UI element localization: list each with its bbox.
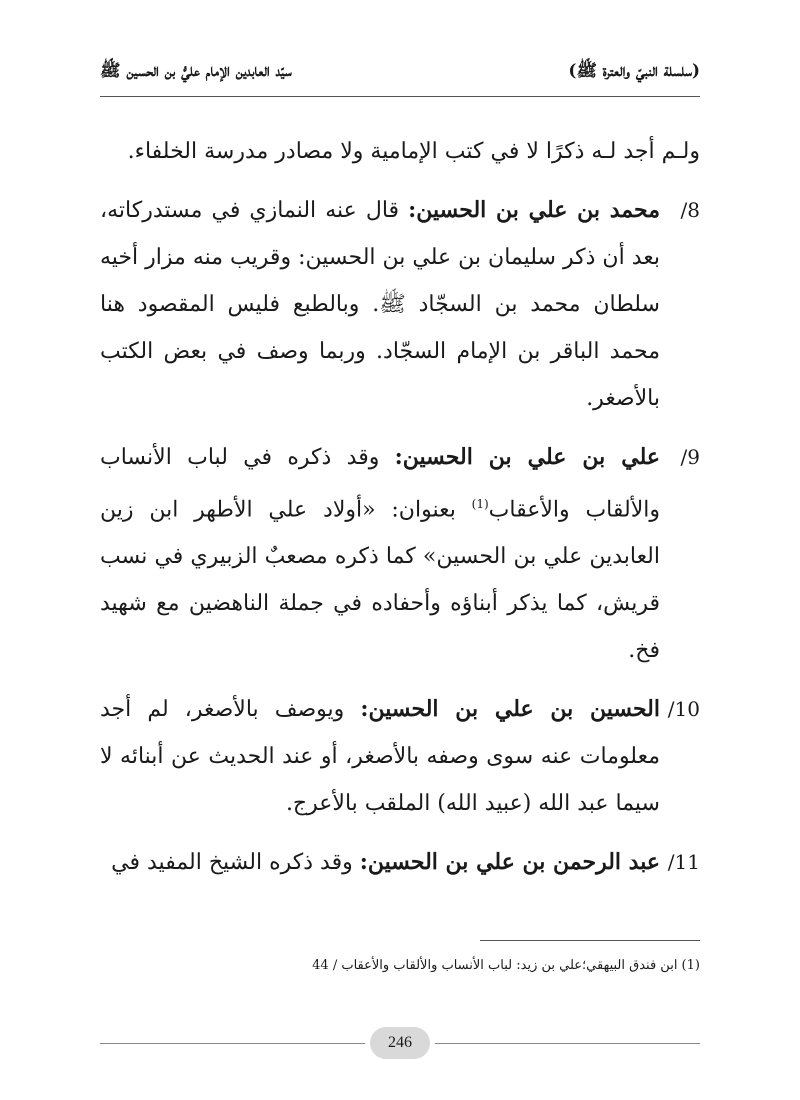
header-rule <box>100 96 700 97</box>
footer-rule-left <box>100 1043 365 1044</box>
item-number: 10/ <box>667 697 700 722</box>
footnote: (1) ابن فندق البيهقي؛علي بن زيد: لباب الأنساب والألقاب والأعقاب / 44 <box>312 958 700 973</box>
page-number: 246 <box>370 1027 430 1059</box>
item-number: 8/ <box>680 198 700 222</box>
item-name: الحسين بن علي بن الحسين: <box>360 696 660 723</box>
page-footer <box>100 1025 700 1055</box>
item-name: علي بن علي بن الحسين: <box>394 444 660 470</box>
running-header <box>100 58 700 98</box>
item-text: قال عنه النمازي في مستدركاته، بعد أن ذكر سليمان بن علي بن الحسين: وقريب منه مزار أخيه سلطان محمد بن السجّاد ﷺ. وبالطبع فليس المقصود هنا محمد الباقر بن الإمام السجّاد. وربما وصف في بعض الكتب بالأصغر. <box>100 198 660 411</box>
footnote-rule <box>480 940 700 941</box>
list-item-9 <box>100 434 700 674</box>
item-text: ويوصف بالأصغر، لم أجد معلومات عنه سوى وصفه بالأصغر، أو عند الحديث عن أبنائه لا سيما عبد الله (عبيد الله) الملقب بالأعرج. <box>100 697 660 817</box>
item-name: عبد الرحمن بن علي بن الحسين: <box>359 849 660 876</box>
item-text: وقد ذكره الشيخ المفيد في <box>111 850 360 876</box>
list-item-10 <box>100 686 700 827</box>
main-text <box>100 128 700 898</box>
footer-rule-right <box>435 1043 700 1044</box>
item-number: 9/ <box>680 445 700 469</box>
list-item-11 <box>100 839 700 886</box>
book-title: سيّد العابدين الإمام عليُّ بن الحسين ﷺ <box>100 61 292 81</box>
intro-paragraph: ولـم أجد لـه ذكرًا لا في كتب الإمامية ولا مصادر مدرسة الخلفاء. <box>127 139 700 164</box>
list-item-8 <box>100 187 700 422</box>
footnote-mark[interactable]: (1) <box>471 497 489 511</box>
item-text-cont: بعنوان: «أولاد علي الأطهر ابن زين العابدين علي بن الحسين» كما ذكره مصعبٌ الزبيري في نسب قريش، كما يذكر أبناؤه وأحفاده في جملة الناهضين مع شهيد فخ. <box>100 497 660 664</box>
item-name: محمد بن علي بن الحسين: <box>408 197 660 223</box>
series-title: (سلسلة النبيّ والعترة ﷺ) <box>568 61 700 81</box>
item-text: وقد ذكره في لباب الأنساب والألقاب والأعقاب <box>100 445 660 523</box>
item-number: 11/ <box>667 850 700 875</box>
